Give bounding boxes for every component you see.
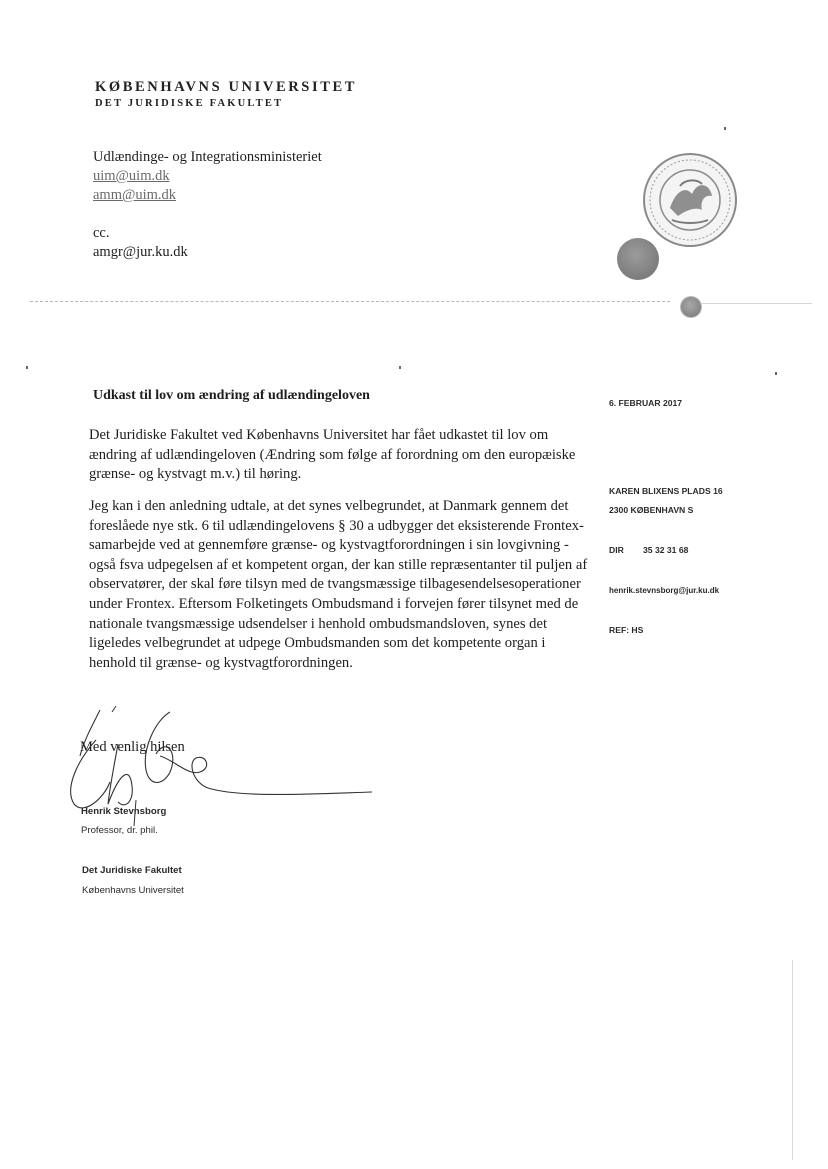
organization-university: Københavns Universitet bbox=[82, 885, 184, 896]
cc-email: amgr@jur.ku.dk bbox=[93, 244, 188, 260]
recipient-email-amm[interactable]: amm@uim.dk bbox=[93, 187, 177, 203]
contact-email: henrik.stevnsborg@jur.ku.dk bbox=[609, 586, 720, 595]
university-name: KØBENHAVNS UNIVERSITET bbox=[95, 79, 358, 95]
scan-speck bbox=[724, 127, 726, 130]
recipient-block bbox=[93, 148, 322, 262]
paragraph-2: Jeg kan i den anledning udtale, at det synes velbegrundet, at Danmark gennem det foreslåede nye stk. 6 til udlændingelovens § 30 a udbygger det eksisterende Frontex-samarbejde ved at gennemføre grænse- og kystvagtforordningen i sin lovgivning - også fsva udpegelsen af et kompetent organ, der kan stille repræsentanter til puljen af observatører, der skal føre tilsyn med de tvangsmæssige tilbagesendelsesoperationer under Frontex. Eftersom Folketingets Ombudsmand i forvejen fører tilsynet med de nationale tvangsmæssige udsendelser i henhold ombudsmandsloven, synes det ligeledes velbegrundet at udpege Ombudsmanden som det kompetente organ i henhold til grænse- og kystvagtforordningen. bbox=[89, 498, 588, 671]
recipient-email-uim[interactable]: uim@uim.dk bbox=[93, 168, 170, 184]
cc-label: cc. bbox=[93, 225, 110, 241]
closing-greeting: Med venlig hilsen bbox=[80, 739, 185, 755]
header-divider bbox=[30, 301, 670, 302]
organization-faculty: Det Juridiske Fakultet bbox=[82, 865, 182, 876]
scan-speck bbox=[399, 366, 401, 369]
signatory-title: Professor, dr. phil. bbox=[81, 825, 158, 836]
address-line-1: KAREN BLIXENS PLADS 16 bbox=[609, 486, 723, 496]
university-seal-icon bbox=[640, 150, 740, 250]
scan-speck bbox=[26, 366, 28, 369]
faculty-name: DET JURIDISKE FAKULTET bbox=[95, 98, 284, 109]
signatory-name: Henrik Stevnsborg bbox=[81, 806, 167, 817]
address-line-2: 2300 KØBENHAVN S bbox=[609, 505, 694, 515]
paragraph-1: Det Juridiske Fakultet ved Københavns Universitet har fået udkastet til lov om ændring af udlændingeloven (Ændring som følge af forordning om den europæiske grænse- og kystvagt m.v.) til høring. bbox=[89, 427, 576, 483]
reference: REF: HS bbox=[609, 625, 644, 635]
recipient-name: Udlændinge- og Integrationsministeriet bbox=[93, 149, 322, 165]
scan-speck bbox=[775, 372, 777, 375]
dir-number: 35 32 31 68 bbox=[643, 545, 689, 555]
decorative-dot bbox=[617, 238, 659, 280]
letter-date: 6. FEBRUAR 2017 bbox=[609, 398, 683, 408]
handwritten-signature bbox=[60, 700, 380, 840]
letter-subject: Udkast til lov om ændring af udlændingeloven bbox=[93, 388, 370, 403]
dir-label: DIR bbox=[609, 545, 624, 555]
scan-edge-line bbox=[792, 960, 793, 1160]
decorative-dot-small bbox=[680, 296, 702, 318]
header-divider-right bbox=[702, 303, 812, 304]
